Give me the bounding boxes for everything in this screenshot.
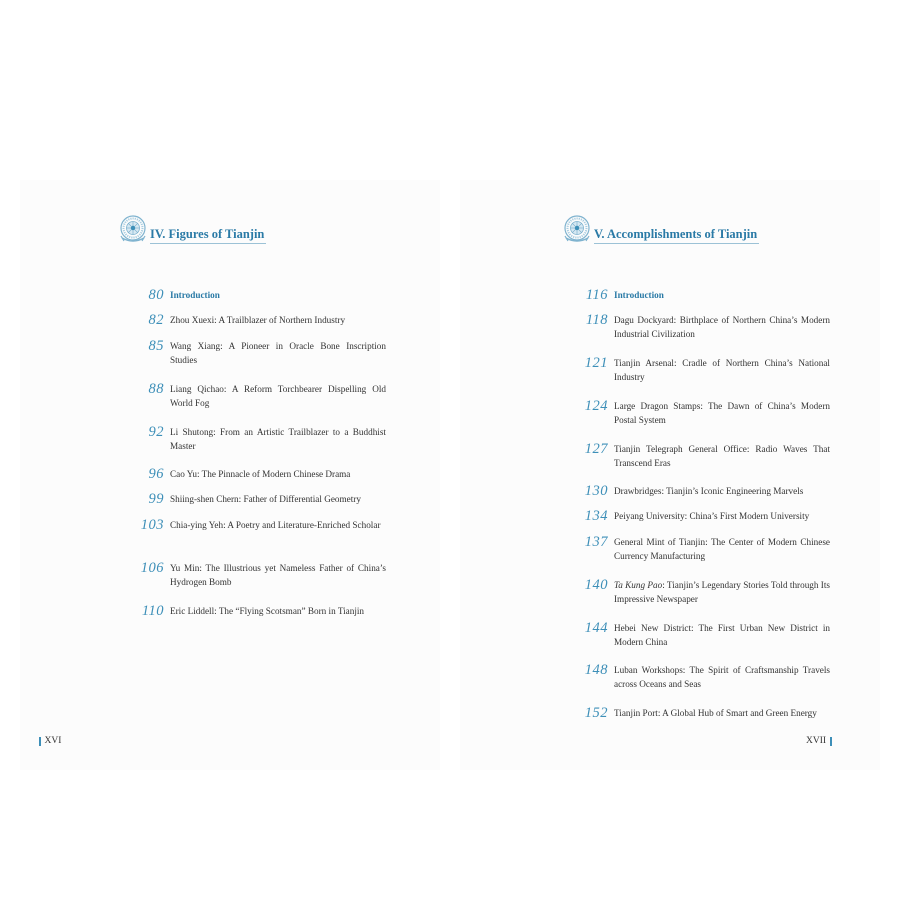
- toc-entry[interactable]: [118, 518, 398, 532]
- page-number: 88: [148, 381, 164, 397]
- page-number: 82: [148, 312, 164, 328]
- page-number: 106: [140, 560, 164, 576]
- entry-title: Li Shutong: From an Artistic Trailblazer to a Buddhist Master: [170, 427, 386, 451]
- entry-title: Peiyang University: China’s First Modern University: [614, 511, 810, 521]
- page-number: 134: [584, 508, 608, 524]
- entry-title: [614, 578, 830, 606]
- entry-title: Cao Yu: The Pinnacle of Modern Chinese Drama: [170, 469, 351, 479]
- entry-title: Tianjin Port: A Global Hub of Smart and Green Energy: [614, 708, 817, 718]
- page-number: 121: [584, 355, 608, 371]
- toc-entry[interactable]: [118, 467, 398, 481]
- toc-entry[interactable]: [562, 356, 842, 384]
- entry-title: Yu Min: The Illustrious yet Nameless Father of China’s Hydrogen Bomb: [170, 563, 386, 587]
- entry-title: Tianjin Arsenal: Cradle of Northern China’s National Industry: [614, 358, 830, 382]
- toc-entry[interactable]: [118, 425, 398, 453]
- entry-title: Luban Workshops: The Spirit of Craftsmanship Travels across Oceans and Seas: [614, 665, 830, 689]
- entry-title: Introduction: [170, 290, 220, 300]
- section-heading: [118, 210, 398, 244]
- entry-title: Large Dragon Stamps: The Dawn of China’s Modern Postal System: [614, 401, 830, 425]
- dharma-wheel-emblem-icon: [562, 214, 592, 244]
- folio-number: XVI: [44, 736, 62, 746]
- page-number: 144: [584, 620, 608, 636]
- page-number: 110: [141, 603, 164, 619]
- toc-entry[interactable]: [118, 288, 398, 302]
- page-folio-right: [806, 736, 832, 746]
- page-number: 92: [148, 424, 164, 440]
- page-number: 116: [585, 287, 608, 303]
- toc-entry[interactable]: [562, 288, 842, 302]
- entry-title: Chia-ying Yeh: A Poetry and Literature-Enriched Scholar: [170, 520, 381, 530]
- toc-entry[interactable]: [562, 313, 842, 341]
- section-heading-text: V. Accomplishments of Tianjin: [594, 227, 759, 244]
- folio-bar: [39, 737, 41, 746]
- entry-title: Wang Xiang: A Pioneer in Oracle Bone Inscription Studies: [170, 341, 386, 365]
- toc-entry[interactable]: [562, 442, 842, 470]
- page-number: 130: [584, 483, 608, 499]
- entry-title: Eric Liddell: The “Flying Scotsman” Born in Tianjin: [170, 606, 365, 616]
- toc-entry[interactable]: [562, 621, 842, 649]
- toc-entry[interactable]: [562, 663, 842, 691]
- toc-entry[interactable]: [118, 604, 398, 618]
- page-number: 137: [584, 534, 608, 550]
- entry-title: Introduction: [614, 290, 664, 300]
- toc-entry[interactable]: [562, 484, 842, 498]
- page-number: 80: [148, 287, 164, 303]
- page-number: 99: [148, 491, 164, 507]
- section-heading: [562, 210, 842, 244]
- entry-title: Zhou Xuexi: A Trailblazer of Northern Industry: [170, 315, 346, 325]
- entry-title: Shiing-shen Chern: Father of Differential Geometry: [170, 494, 361, 504]
- toc-entry[interactable]: [562, 535, 842, 563]
- section-heading-text: IV. Figures of Tianjin: [150, 227, 266, 244]
- page-number: 96: [148, 466, 164, 482]
- toc-entry[interactable]: [118, 313, 398, 327]
- entry-title: Tianjin Telegraph General Office: Radio Waves That Transcend Eras: [614, 444, 830, 468]
- entry-title: Dagu Dockyard: Birthplace of Northern China’s Modern Industrial Civilization: [614, 315, 830, 339]
- toc-entry[interactable]: [118, 382, 398, 410]
- toc-entry[interactable]: [118, 492, 398, 506]
- toc-entry[interactable]: [118, 339, 398, 367]
- toc-entry[interactable]: [562, 399, 842, 427]
- entry-title: Hebei New District: The First Urban New District in Modern China: [614, 623, 830, 647]
- entry-title-rest: : Tianjin’s Legendary Stories Told through Its Impressive Newspaper: [614, 580, 830, 604]
- entry-title: General Mint of Tianjin: The Center of Modern Chinese Currency Manufacturing: [614, 537, 830, 561]
- page-folio-left: [39, 736, 61, 746]
- page-number: 103: [140, 517, 164, 533]
- toc-entry[interactable]: [562, 509, 842, 523]
- entry-title: Liang Qichao: A Reform Torchbearer Dispelling Old World Fog: [170, 384, 386, 408]
- dharma-wheel-emblem-icon: [118, 214, 148, 244]
- page-number: 152: [584, 705, 608, 721]
- page-number: 148: [584, 662, 608, 678]
- page-number: 140: [584, 577, 608, 593]
- toc-entry[interactable]: [118, 561, 398, 589]
- toc-entry[interactable]: [562, 578, 842, 606]
- newspaper-name: Ta Kung Pao: [614, 580, 663, 590]
- toc-entry[interactable]: [562, 706, 842, 720]
- page-number: 118: [585, 312, 608, 328]
- section-figures-of-tianjin: [118, 210, 398, 619]
- page-number: 124: [584, 398, 608, 414]
- entry-title: Drawbridges: Tianjin’s Iconic Engineering Marvels: [614, 486, 804, 496]
- folio-number: XVII: [806, 736, 827, 746]
- folio-bar: [830, 737, 832, 746]
- page-number: 85: [148, 338, 164, 354]
- page-number: 127: [584, 441, 608, 457]
- section-accomplishments-of-tianjin: [562, 210, 842, 721]
